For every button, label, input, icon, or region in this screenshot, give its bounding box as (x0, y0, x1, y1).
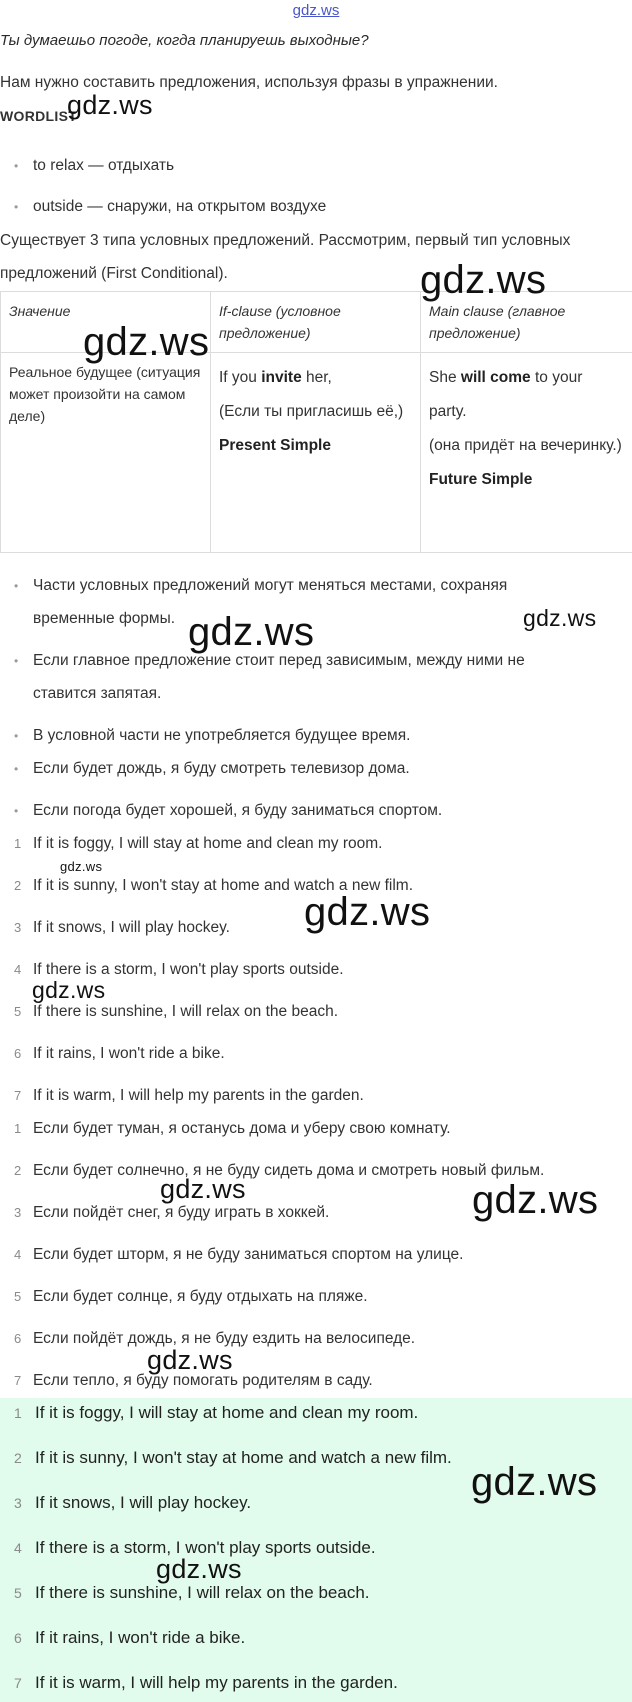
table-cell-if-clause: If you invite her, (Если ты пригласишь её,) Present Simple (211, 353, 421, 553)
table-row (1, 353, 632, 553)
answer-item: 7 If it is warm, I will help my parents in the garden. (14, 1673, 398, 1692)
table-cell-meaning: Реальное будущее (ситуация может произойти на самом деле) (1, 353, 211, 553)
answer-item: 2 If it is sunny, I won't stay at home and watch a new film. (14, 1448, 452, 1467)
list-item: 2 Если будет солнечно, я не буду сидеть дома и смотреть новый фильм. (14, 1162, 545, 1179)
list-item: 1 Если будет туман, я останусь дома и уберу свою комнату. (14, 1120, 451, 1137)
watermark: gdz.ws (147, 1345, 233, 1375)
watermark: gdz.ws (67, 90, 153, 120)
table-header: Значение (1, 292, 211, 353)
watermark: gdz.ws (304, 890, 431, 934)
list-item: 5 Если будет солнце, я буду отдыхать на пляже. (14, 1288, 368, 1305)
watermark: gdz.ws (160, 1174, 246, 1204)
list-item: 7 Если тепло, я буду помогать родителям в саду. (14, 1372, 373, 1389)
intro-text: Нам нужно составить предложения, используя фразы в упражнении. (0, 74, 498, 91)
bullet-icon: • (14, 762, 19, 776)
conditional-intro-line: Существует 3 типа условных предложений. Рассмотрим, первый тип условных (0, 232, 571, 249)
watermark: gdz.ws (60, 859, 103, 874)
answer-item: 5 If there is sunshine, I will relax on the beach. (14, 1583, 370, 1602)
watermark: gdz.ws (471, 1460, 598, 1504)
list-item: 6 Если пойдёт дождь, я не буду ездить на велосипеде. (14, 1330, 416, 1347)
answer-item: 6 If it rains, I won't ride a bike. (14, 1628, 246, 1647)
rule-item-continuation: временные формы. (33, 610, 176, 627)
rule-item: • В условной части не употребляется будущее время. (14, 727, 411, 744)
list-item: 4 Если будет шторм, я не буду заниматься спортом на улице. (14, 1246, 464, 1263)
watermark: gdz.ws (472, 1178, 599, 1222)
list-item: 2 If it is sunny, I won't stay at home and watch a new film. (14, 877, 414, 894)
wordlist-item: • to relax — отдыхать (14, 157, 175, 174)
site-link[interactable]: gdz.ws (292, 2, 340, 19)
answer-item: 1 If it is foggy, I will stay at home and clean my room. (14, 1403, 419, 1422)
rule-item: • Если главное предложение стоит перед зависимым, между ними не (14, 652, 525, 669)
watermark: gdz.ws (188, 610, 315, 654)
rule-item-continuation: ставится запятая. (33, 685, 162, 702)
watermark: gdz.ws (523, 605, 597, 631)
list-item: 1 If it is foggy, I will stay at home and clean my room. (14, 835, 383, 852)
conditional-intro-line: предложений (First Conditional). (0, 265, 228, 282)
list-item: 4 If there is a storm, I won't play sports outside. (14, 961, 344, 978)
bullet-icon: • (14, 804, 19, 818)
watermark: gdz.ws (32, 977, 106, 1003)
wordlist-item: • outside — снаружи, на открытом воздухе (14, 198, 327, 215)
watermark: gdz.ws (420, 258, 547, 302)
rule-item: • Если будет дождь, я буду смотреть телевизор дома. (14, 760, 410, 777)
rule-item: • Если погода будет хорошей, я буду заниматься спортом. (14, 802, 443, 819)
list-item: 7 If it is warm, I will help my parents in the garden. (14, 1087, 364, 1104)
answer-item: 3 If it snows, I will play hockey. (14, 1493, 252, 1512)
list-item: 3 Если пойдёт снег, я буду играть в хоккей. (14, 1204, 330, 1221)
table-header: If-clause (условное предложение) (211, 292, 421, 353)
bullet-icon: • (14, 159, 19, 173)
list-item: 5 If there is sunshine, I will relax on the beach. (14, 1003, 338, 1020)
list-item: 3 If it snows, I will play hockey. (14, 919, 230, 936)
watermark: gdz.ws (83, 320, 210, 364)
bullet-icon: • (14, 654, 19, 668)
table-cell-main-clause: She will come to your party. (она придёт на вечеринку.) Future Simple (421, 353, 632, 553)
answer-item: 4 If there is a storm, I won't play sports outside. (14, 1538, 376, 1557)
question-text: Ты думаешьо погоде, когда планируешь выходные? (0, 32, 369, 49)
bullet-icon: • (14, 200, 19, 214)
rule-item: • Части условных предложений могут меняться местами, сохраняя (14, 577, 508, 594)
list-item: 6 If it rains, I won't ride a bike. (14, 1045, 225, 1062)
bullet-icon: • (14, 729, 19, 743)
wordlist-label: WORDLIST (0, 108, 78, 124)
bullet-icon: • (14, 579, 19, 593)
watermark: gdz.ws (156, 1554, 242, 1584)
table-header: Main clause (главное предложение) (421, 292, 632, 353)
